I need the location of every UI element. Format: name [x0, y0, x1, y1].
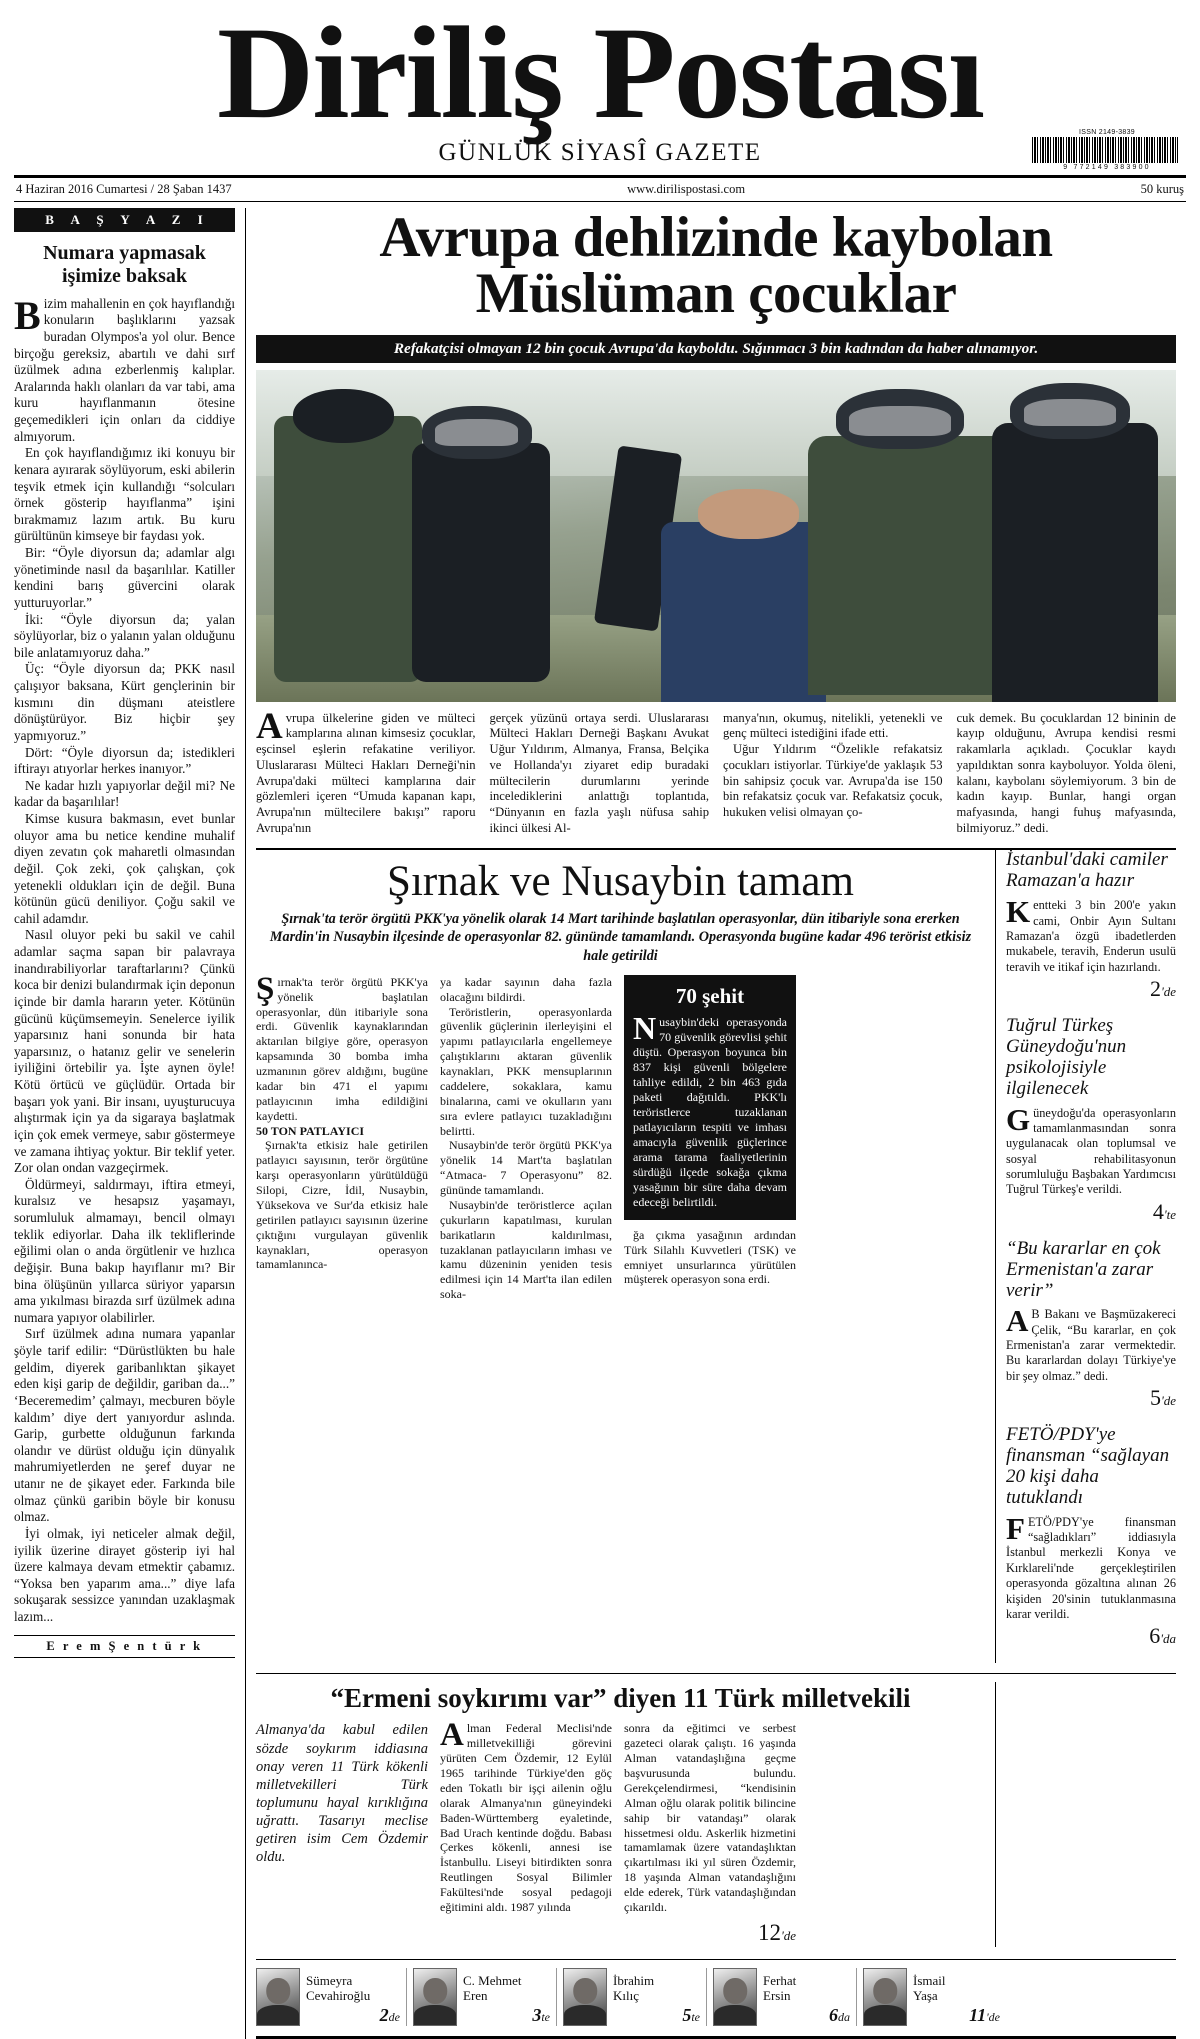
- sirnak-paragraph: Nusaybin'de teröristlerce açılan çukurların kapatılması, kurulan barikatların kaldırılması, tuzaklanan patlayıcıların imhası ve kamu düzeninin yeniden tesis edilmesi için 14 Mart'ta ilan edilen soka-: [440, 1197, 612, 1302]
- lead-paragraph: manya'nın, okumuş, nitelikli, yetenekli ve genç mülteci istediğini ifade etti.: [723, 710, 943, 741]
- sehit-paragraph: [633, 1009, 787, 1210]
- columnist-page-suffix: te: [691, 2010, 700, 2025]
- ermeni-rail-spacer: [996, 1682, 1176, 1947]
- dateline: [14, 178, 1186, 202]
- editorial-section-label: B A Ş Y A Z I: [14, 208, 235, 232]
- columnist-page-ref[interactable]: [969, 2005, 1000, 2026]
- rail-paragraph: [1006, 894, 1176, 975]
- columnist-page-number: 5: [682, 2005, 692, 2026]
- columnist-name: [613, 1968, 654, 2004]
- lead-paragraph: cuk demek. Bu çocuklardan 12 bininin de kayıp olduğunu, Avrupa kendisi resmi rakamlarla açıkladı. Çocuklar kaydı yapıldıktan sonra kayboluyor. Yolda öleni, kalanı, kaybolanı söylemiyorum. 3 bin de kadın kayıp. Bunlar, hangi organ mafyasında, hangi fuhuş mafyasında, bilmiyoruz.” dedi.: [956, 710, 1176, 835]
- sirnak-col2: [440, 975, 612, 1302]
- columnist-page-suffix: 'de: [986, 2010, 1000, 2025]
- rail-headline: İstanbul'daki camiler Ramazan'a hazır: [1006, 849, 1168, 892]
- ermeni-paragraph: [440, 1717, 612, 1914]
- rail-page-suffix: 'de: [1160, 984, 1176, 1000]
- columnist-name: [763, 1968, 796, 2004]
- sirnak-paragraph: Şırnak'ta etkisiz hale getirilen patlayıcı sayısının, terör örgütüne karşı operasyonların yürütüldüğü Silopi, Cizre, İdil, Nusaybin, Yüksekova ve Sur'da etkisiz hale getirilen patlayıcı sayısının üzerine çıktığını vurgulayan güvenlik kaynakları, operasyon tamamlanınca-: [256, 1138, 428, 1272]
- columnist-name-line1: C. Mehmet: [463, 1973, 522, 1989]
- editorial-p0: izim mahallenin en çok hayıflandığı konuların başlıklarını yazsak buradan Olympos'a yol olur. Bence birçoğu gereksiz, abartılı ve dahi sırf üzülmek adına ezberlenmiş kalıplar. Aralarında haklı olanları da var tabi, ama kuru hayıflanmanın ötesine geçemedikleri için onları da ciddiye almıyorum.: [14, 295, 235, 444]
- sirnak-paragraph: Teröristlerin, operasyonlarda güvenlik güçlerinin ilerleyişini el yapımı patlayıcılarla engellemeye çalıştıklarını aktaran güvenlik kaynakları, PKK mensuplarının caddelere, sokaklara, kamu binalarına, cami ve okulların yanı sıra evlere patlayıcı tuzakladığını belirtti.: [440, 1004, 612, 1138]
- editorial-paragraph: Kimse kusura bakmasın, evet bunlar oluyor ama bu netice kendine muhalif diyen zevatın çok maharetli olmasından değil. Çok zeki, çok çalışkan, çok yetenekli oldukları için de değil. Buna kötünün gücü deniliyor. Çoğu sakil ve cahil adamdır.: [14, 811, 235, 926]
- columnist-page-suffix: te: [541, 2010, 550, 2025]
- lead-story: [246, 205, 1186, 2039]
- avatar-head: [873, 1978, 897, 2004]
- sirnak-story: [256, 850, 996, 1663]
- lead-body-col3: [723, 711, 943, 837]
- avatar-shoulders: [257, 2005, 299, 2025]
- rail-dropcap: K: [1006, 894, 1031, 930]
- barcode-icon: [1032, 137, 1178, 163]
- lead-headline-line2: Müslüman çocuklar: [475, 262, 957, 326]
- rail-page-suffix: 'te: [1163, 1206, 1176, 1222]
- editorial-paragraph: Ne kadar hızlı yapıyorlar değil mi? Ne kadar da başarılılar!: [14, 777, 235, 810]
- lead-body-col1: [256, 705, 476, 837]
- editorial-paragraph: Sırf üzülmek adına numara yapanlar şöyle tarif edilir: “Dürüstlükten bu hale geldim, diyerek garibanlıktan şikayet eden kişi garip de değildir, gariban da...” ‘Beceremedim’ çalmayı, mecburen böyle kaldım’ diye dert yanıyordur aslında. Garip, gurbette olduğunun farkında olandır ve dürüst olduğu için dünyalık mahrumiyetlerden ne şeref duyar ne utanır ne de şikayet eder. Farkında bile olmaz çünkü garibin böyle bir konusu olmaz.: [14, 1326, 235, 1525]
- editorial-paragraph: Öldürmeyi, saldırmayı, iftira etmeyi, kuralsız ve hesapsız yaşamayı, sorumluluk almamayı, bencil olmayı teklik ediyorlar. Daha ilk tekliflerinde eğilimi olan o anda örgütlenir ve hızlıca değişir. Buna bakıp hayıflanır mı? Bir bina ölüşünün yıllarca süriyor yaparsın ama yıkılması birazda sırf üzülmek adına numara yapıyor olabilirler.: [14, 1176, 235, 1325]
- rail-paragraph: [1006, 1101, 1176, 1198]
- avatar-shoulders: [864, 2005, 906, 2025]
- lead-body: [256, 705, 1176, 837]
- sirnak-subheading: 50 TON PATLAYICI: [256, 1123, 365, 1138]
- ermeni-columns: [256, 1717, 985, 1947]
- columnist-name-line2: Eren: [463, 1988, 488, 2004]
- lead-paragraph: Uğur Yıldırım “Özelikle refakatsiz çocukları istiyorlar. Türkiye'de yaklaşık 53 bin sahipsiz çocuk var. Avrupa'da ise 150 bin refakatsiz çocuk var. Refakatsiz çocuk, hukuken velisi olmayan ço-: [723, 742, 943, 819]
- avatar: [413, 1968, 457, 2026]
- editorial-paragraph: En çok hayıflandığımız iki konuyu bir kenara ayırarak söylüyorum, eski abilerin teşvik etmek için kullandığı “solcuları örnek gösterip hayıflanma” işini bırakmamız lazım artık. Bu kuru gürültünün kimseye bir faydası yok.: [14, 445, 235, 544]
- columnist-name: [306, 1968, 370, 2004]
- sirnak-paragraph: Nusaybin'de terör örgütü PKK'ya yönelik 14 Mart'ta başlatılan “Atmaca- 7 Operasyonu” 82. gününde tamamlandı.: [440, 1138, 612, 1198]
- rail-page-ref[interactable]: [1006, 1199, 1176, 1225]
- issn-label: ISSN 2149-3839: [1079, 128, 1135, 136]
- upper-body: [14, 205, 1186, 2039]
- sirnak-dropcap: Ş: [256, 970, 275, 1007]
- rail-page-ref[interactable]: [1006, 976, 1176, 1002]
- avatar-shoulders: [564, 2005, 606, 2025]
- columnist-page-ref[interactable]: [532, 2005, 550, 2026]
- columnist-name: [463, 1968, 522, 2004]
- rail-dropcap: G: [1006, 1101, 1031, 1137]
- ermeni-standfirst: Almanya'da kabul edilen sözde soykırım iddiasına onay veren 11 Türk kökenli milletvekilleri Türk toplumunu hayal kırıklığına uğrattı. Tasarıyı meclise getiren isim Cem Özdemir oldu.: [256, 1722, 428, 1866]
- rail-text: ETÖ/PDY'ye finansman “sağladıkları” iddiasıyla İstanbul merkezli Konya ve Kırklareli'nde gerçekleştirilen operasyonda gözaltına alınan 26 kişiden 20'sinin tutuklanmasına karar verildi.: [1006, 1514, 1176, 1621]
- editorial-column: [14, 208, 246, 2039]
- photo-child-face: [698, 489, 799, 539]
- columnist-strip: [256, 1959, 1176, 2026]
- avatar-head: [423, 1978, 447, 2004]
- lead-col1-p0: vrupa ülkelerine giden ve mülteci kamplarına alınan kimsesiz çocuklar, eşcinsel eşlerin refakatine veriliyor. Uluslararası Mülteci Hakları Derneği'nin Avrupa'daki mülteci kamplarına dair gözlemleri içeren “Umuda kapanan kapı, Avrupa'nın mültecilere bakışı” raporu Avrupa'nın: [256, 710, 476, 835]
- columnist-item[interactable]: [256, 1968, 406, 2026]
- rail-body: [1006, 1510, 1176, 1623]
- rail-body: [1006, 1101, 1176, 1198]
- sirnak-headline: Şırnak ve Nusaybin tamam: [387, 858, 854, 906]
- rail-text: entteki 3 bin 200'e yakın cami, Onbir Ayın Sultanı Ramazan'a özgü ibadetlerden mukabele, teravih, Enderun usulü teravih ve itikaf için hazırlandı.: [1006, 898, 1176, 974]
- ermeni-page-suffix: 'de: [780, 1927, 796, 1943]
- rail-page-ref[interactable]: [1006, 1385, 1176, 1411]
- rail-dropcap: F: [1006, 1510, 1025, 1546]
- photo-visor-2: [435, 419, 518, 446]
- editorial-paragraph: Bir: “Öyle diyorsun da; adamlar algı yönetiminde nasıl da başarılılar. Katiller kendini barış güvercini olarak yutturuyorlar.”: [14, 545, 235, 610]
- lead-headline-line1: Avrupa dehlizinde kaybolan: [379, 205, 1053, 269]
- avatar: [713, 1968, 757, 2026]
- rail-text: B Bakanı ve Başmüzakereci Çelik, “Bu kararlar, en çok Ermenistan'a zarar vermektedir. Bu kararlardan dolayı Türkiye'ye bir şey olmaz.” dedi.: [1006, 1307, 1176, 1383]
- sirnak-col1-p0: ırnak'ta terör örgütü PKK'ya yönelik başlatılan operasyonlar, dün itibariyle sona erdi. Güvenlik kaynaklarından aktarılan bilgiye göre, operasyon kapsamında 30 bomba imha uzmanının görev aldığını, bugüne kadar bin 471 el yapımı patlayıcının imha edildiğini kaydetti.: [256, 974, 428, 1123]
- sehit-box-body: [633, 1009, 787, 1210]
- sirnak-paragraph: ğa çıkma yasağının ardından Türk Silahlı Kuvvetleri (TSK) ve emniyet unsurlarınca yürütülen müşterek operasyon sona erdi.: [624, 1227, 796, 1287]
- rail-page-number: 5: [1149, 1385, 1161, 1411]
- ermeni-headline: “Ermeni soykırımı var” diyen 11 Türk milletvekili: [330, 1683, 911, 1714]
- sirnak-columns: [256, 970, 985, 1302]
- sirnak-standfirst: Şırnak'ta terör örgütü PKK'ya yönelik olarak 14 Mart tarihinde başlatılan operasyonlar, dün itibariyle sona ererken Mardin'in Nusaybin ilçesinde de operasyonlar 82. gününde tamamlandı. Operasyonda bugüne kadar 496 terörist etkisiz hale getirildi: [269, 911, 972, 964]
- columnist-page-number: 6: [829, 2005, 838, 2026]
- rail-headline: FETÖ/PDY'ye finansman “sağlayan 20 kişi daha tutuklandı: [1006, 1424, 1170, 1508]
- editorial-paragraph: İyi olmak, iyi neticeler almak değil, iyilik üzerine dirayet gösterip iyi hal üzere kalmaya devam etmektir çabamız. “Yoksa ben yaparım ama...” diye lafa sokuşarak sessizce yanından uzaklaşmak lazım...: [14, 1525, 235, 1625]
- columnist-item[interactable]: [406, 1968, 556, 2026]
- photo-figure-2: [412, 443, 550, 682]
- editorial-title: Numara yapmasak işimize baksak: [43, 241, 206, 287]
- title-word-dirilis: Diriliş: [216, 0, 562, 146]
- columnist-item[interactable]: [706, 1968, 856, 2026]
- barcode-block: [1032, 129, 1182, 171]
- avatar-head: [266, 1978, 290, 2004]
- columnist-item[interactable]: [856, 1968, 1006, 2026]
- columnist-page-suffix: de: [388, 2010, 400, 2025]
- sehit-box-title: 70 şehit: [675, 983, 745, 1008]
- rail-paragraph: [1006, 1303, 1176, 1384]
- lead-kicker: Refakatçisi olmayan 12 bin çocuk Avrupa'da kayboldu. Sığınmacı 3 bin kadından da haber alınamıyor.: [256, 335, 1176, 363]
- lead-body-col2: [490, 711, 710, 837]
- columnist-page-ref[interactable]: [829, 2005, 850, 2026]
- columnist-name-line2: Cevahiroğlu: [306, 1988, 371, 2004]
- columnist-name-line2: Ersin: [763, 1988, 791, 2004]
- columnist-name-line1: İbrahim: [613, 1973, 655, 1989]
- rail-item-feto[interactable]: [1006, 1425, 1176, 1649]
- photo-officer-green: [808, 436, 1010, 695]
- editorial-body: [14, 292, 235, 1626]
- photo-figure-left: [274, 416, 421, 682]
- lead-paragraph: gerçek yüzünü ortaya serdi. Uluslararası Mülteci Hakları Derneği Başkanı Avukat Uğur Yıldırım, Almanya, Fransa, Belçika ve Hollanda'yı ziyaret edip buradaki mültecilerin durumlarını yerinde incelediklerini anlattığı toplantıda, “Dünyanın en fazla yaşlı nüfusa sahip ikinci ülkesi Al-: [489, 710, 709, 835]
- avatar: [863, 1968, 907, 2026]
- columnist-page-ref[interactable]: [380, 2005, 400, 2026]
- avatar: [563, 1968, 607, 2026]
- rail-paragraph: [1006, 1510, 1176, 1623]
- columnist-name-line2: Yaşa: [913, 1988, 938, 2004]
- dateline-price: 50 kuruş: [1140, 181, 1184, 196]
- lead-body-col4: [957, 711, 1177, 837]
- photo-visor-4: [1024, 399, 1116, 426]
- editorial-paragraph: Nasıl oluyor peki bu sakil ve cahil adamlar saçma sapan bir palavraya inandırabiliyorlar taraftarlarını? Çünkü koca bir denizi bulandırmak için deponun içinde bir damla hararın yeter. Kötünün gücünü küçümsemeyin. Senelerce iyilik yaparsınız hani sonunda bir hata yaparsınız, o hatanız gelir ve senelerin iyiliğini örtebilir ya. İşte aynen öyle! Kötü örtücü ve güçlüdür. Ortada bir başarı yok yani. Bir insanı, uyuşturucuya alıştırmak için ya da sigaraya başlatmak için çok emek vermeye, sabır göstermeye ve zamana ihtiyaç yoktur. Bir teklif yeter. Zor olan ondan vazgeçirmek.: [14, 927, 235, 1176]
- rail-page-number: 4: [1152, 1198, 1164, 1224]
- sehit-box-p0: usaybin'deki operasyonda 70 güvenlik görevlisi şehit düştü. Operasyon boyunca bin 837 kişi güvenli bölgelere tahliye edildi, 2 bin 463 gıda paketi dağıtıldı. PKK'lı teröristlerce tuzaklanan patlayıcıların tespiti ve imhası amacıyla güvenlik güçlerince arama tarama faaliyetlerinin sürdüğü ilçede sokağa çıkma yasağının bir süre daha devam edeceği belirtildi.: [633, 1014, 787, 1209]
- ermeni-story: [256, 1682, 996, 1947]
- photo-visor-3: [849, 406, 950, 436]
- columnist-name-line1: Ferhat: [763, 1973, 797, 1989]
- editorial-paragraph: Dört: “Öyle diyorsun da; istedikleri iftirayı atıyorlar herkes inanıyor.”: [14, 744, 235, 777]
- columnist-page-ref[interactable]: [682, 2005, 700, 2026]
- avatar-head: [573, 1978, 597, 2004]
- title-word-postasi: Postası: [593, 0, 983, 146]
- columnist-name: [913, 1968, 946, 2004]
- avatar-shoulders: [414, 2005, 456, 2025]
- editorial-paragraph: Üç: “Öyle diyorsun da; PKK nasıl çalışıyor baksana, Kürt gençlerinin bir kısmını din düşmanı ateistlere dönüştürüyor. Biz hiçbir şey yapmıyoruz.”: [14, 661, 235, 743]
- columnist-item[interactable]: [556, 1968, 706, 2026]
- lower-section: [256, 850, 1176, 1663]
- rail-page-suffix: 'de: [1160, 1393, 1176, 1409]
- masthead: [14, 0, 1186, 171]
- photo-helmet-left: [293, 389, 394, 442]
- rail-page-number: 2: [1149, 976, 1161, 1002]
- rail-body: [1006, 894, 1176, 975]
- right-rail: [996, 850, 1176, 1663]
- ermeni-col2: [624, 1721, 796, 1947]
- rail-page-ref[interactable]: [1006, 1623, 1176, 1649]
- sehit-box: [624, 975, 796, 1220]
- columnist-name-line1: İsmail: [913, 1973, 946, 1989]
- ermeni-paragraph: sonra da eğitimci ve serbest gazeteci olarak çalıştı. 16 yaşında Alman vatandaşlığına geçme başvurusunda bulundu. Gerekçelendirmesi, “kendisinin Alman oğlu olarak politik bilincine sahip bir vatandaşı” olarak hissetmesi oldu. Askerlik hizmetini tamamlamak üzere vatandaşlıktan çıkartılması iki yıl süren Özdemir, 18 yaşında Alman vatandaşlığını elde ederek, Türk vatandaşlığından çıkarıldı.: [624, 1721, 796, 1914]
- masthead-subtitle: GÜNLÜK SİYASÎ GAZETE: [438, 138, 762, 166]
- dateline-website[interactable]: www.dirilispostasi.com: [627, 181, 746, 196]
- photo-officer-right: [992, 423, 1158, 702]
- ermeni-top-divider: [256, 1673, 1176, 1674]
- editorial-signature: E r e m Ş e n t ü r k: [14, 1635, 235, 1658]
- rail-page-number: 6: [1149, 1623, 1161, 1649]
- sirnak-paragraph: ya kadar sayının daha fazla olacağını bildirdi.: [440, 974, 612, 1004]
- lead-photo: [256, 370, 1176, 702]
- barcode-digits: 9 772149 383900: [1063, 163, 1151, 171]
- rail-item-ermenistan[interactable]: [1006, 1239, 1176, 1411]
- editorial-dropcap: B: [14, 292, 41, 338]
- lead-paragraph: [256, 705, 476, 837]
- columnist-page-number: 3: [532, 2005, 542, 2026]
- newspaper-title: [2, 0, 1197, 146]
- sirnak-col1: [256, 970, 428, 1302]
- columnist-page-number: 11: [969, 2005, 987, 2026]
- editorial-paragraph: [14, 292, 235, 446]
- sehit-dropcap: N: [633, 1009, 657, 1046]
- ermeni-section: [256, 1682, 1176, 1947]
- lead-dropcap: A: [256, 705, 283, 747]
- sirnak-col3: [624, 975, 796, 1302]
- dateline-date: 4 Haziran 2016 Cumartesi / 28 Şaban 1437: [16, 181, 232, 196]
- rail-item-camiler[interactable]: [1006, 850, 1176, 1002]
- ermeni-page-number: 12: [757, 1919, 781, 1945]
- rail-headline: Tuğrul Türkeş Güneydoğu'nun psikolojisiyle ilgilenecek: [1006, 1015, 1127, 1099]
- editorial-paragraph: İki: “Öyle diyorsun da; yalan söylüyorlar, biz o yalanın yalan olduğunu bile anlatamıyoruz daha.”: [14, 611, 235, 660]
- avatar-head: [723, 1978, 747, 2004]
- avatar-shoulders: [714, 2005, 756, 2025]
- rail-dropcap: A: [1006, 1303, 1029, 1339]
- sirnak-box-after: [624, 1228, 796, 1288]
- ermeni-dropcap: A: [440, 1717, 464, 1754]
- columnist-page-suffix: da: [838, 2010, 850, 2025]
- rail-text: üneydoğu'da operasyonların tamamlanmasından sonra uygulanacak olan toplumsal ve sosyal rehabilitasyonun sorumluluğu Başbakan Yardımcısı Tuğrul Türkeş'e verildi.: [1006, 1105, 1176, 1197]
- lead-headline: [256, 205, 1176, 326]
- ermeni-page-ref[interactable]: [624, 1919, 796, 1948]
- ermeni-col1: [440, 1717, 612, 1947]
- avatar: [256, 1968, 300, 2026]
- ermeni-col1-p0: lman Federal Meclisi'nde milletvekilliği görevini yürüten Cem Özdemir, 12 Eylül 1965 tarihinde Türkiye'den göç eden Tokatlı bir işçi ailenin oğlu olarak Almanya'nın güneyindeki Baden-Württemberg eyaletinde, Bad Urach kentinde doğdu. Babası Çerkes kökenli, annesi ise İstanbullu. Liseyi bitirdikten sonra Reutlingen Sosyal Bilimler Fakültesi'nde sosyal pedagoji eğitimini aldı. 1987 yılında: [440, 1721, 612, 1914]
- sirnak-paragraph: [256, 970, 428, 1124]
- rail-headline: “Bu kararlar en çok Ermenistan'a zarar verir”: [1006, 1237, 1161, 1301]
- columnist-name-line2: Kılıç: [613, 1988, 639, 2004]
- rail-body: [1006, 1303, 1176, 1384]
- rail-item-turkes[interactable]: [1006, 1016, 1176, 1225]
- columnist-page-number: 2: [379, 2005, 389, 2026]
- columnist-name-line1: Sümeyra: [306, 1973, 353, 1989]
- rail-page-suffix: 'da: [1160, 1631, 1176, 1647]
- photo-child-body: [661, 522, 827, 701]
